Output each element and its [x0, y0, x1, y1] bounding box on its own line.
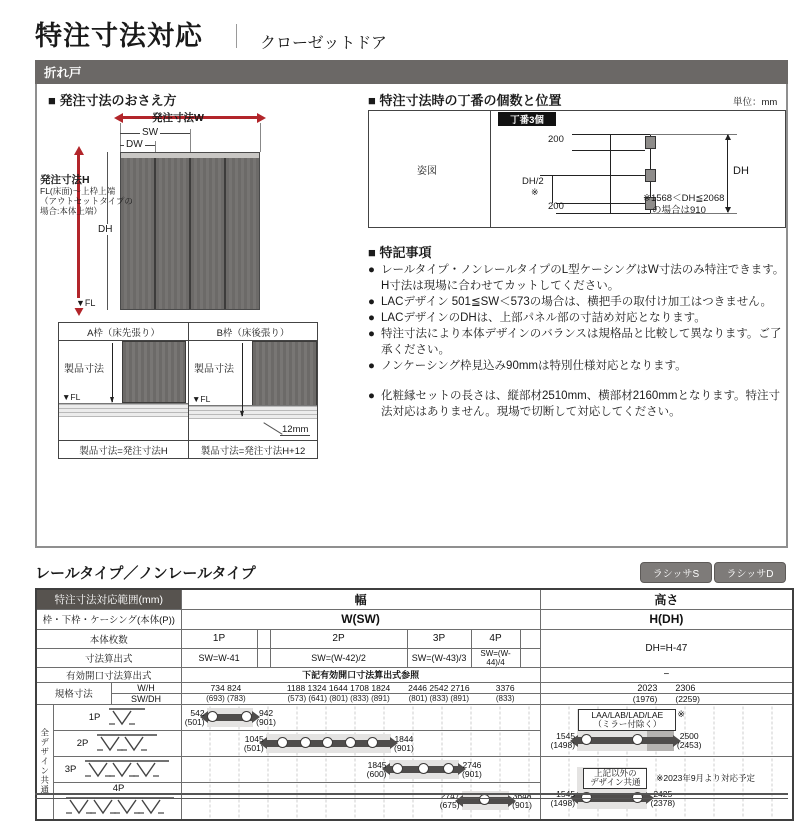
p-label: 4P [112, 782, 125, 794]
note-item [368, 326, 790, 358]
frame-a-floor [59, 403, 188, 417]
order-height-note: 場合:本体上端） [40, 206, 102, 216]
door-edge-line [610, 134, 611, 213]
hinge-top [645, 136, 656, 149]
folding-door-icon-1p [106, 705, 148, 730]
frame-b-fl: ▼FL [192, 394, 211, 404]
p-label: 2P [76, 737, 89, 749]
formula-row-label: 寸法算出式 [36, 648, 181, 667]
bullet-icon: ● [368, 296, 375, 308]
standard-size-group: 3376 [495, 682, 515, 693]
standard-height-sub: (2259) [675, 693, 700, 704]
construction-line [155, 141, 156, 152]
notes-heading: ■ 特記事項 [368, 245, 432, 260]
standard-size-group: (573) (641) (801) (833) (891) [287, 694, 390, 703]
range-chart-2p [181, 730, 540, 756]
range-min-label: 542 (501) [184, 707, 205, 727]
standard-swdh-height [540, 693, 793, 704]
page-title: 特注寸法対応 [35, 21, 203, 51]
standard-wh-label: W/H [111, 682, 181, 693]
range-header-cell: 特注寸法対応範囲(mm) [36, 589, 181, 609]
sw-label: SW [142, 127, 159, 138]
dim-line [572, 150, 645, 151]
frame-b-floor [189, 405, 317, 419]
standard-size-group: 2446 2542 2716 [408, 682, 470, 693]
construction-line [190, 129, 191, 152]
height-range-a-mark: ※ [677, 709, 685, 719]
spacer-cell [257, 629, 270, 648]
standard-size-group: (801) (833) (891) [408, 694, 470, 703]
standard-height-sub: (1976) [632, 693, 658, 704]
bullet-icon: ● [368, 390, 375, 402]
section-bar-folding-door: 折れ戸 [35, 60, 788, 84]
standard-label: 規格寸法 [36, 682, 111, 704]
standard-size-marker [581, 734, 592, 745]
elevation-label: 姿図 [417, 166, 437, 177]
spec-table [35, 588, 794, 821]
standard-height: 2306 [675, 682, 696, 693]
standard-size-marker [443, 763, 454, 774]
frame-a-formula: 製品寸法=発注寸法H [58, 440, 189, 459]
height-range-a-label: LAA/LAB/LAD/LAE （ミラー付除く） [578, 709, 676, 731]
order-height-note: FL(床面)～上枠上端 [40, 186, 116, 196]
p-label: 3P [64, 763, 77, 775]
bullet-icon: ● [368, 312, 375, 324]
standard-size-marker [632, 734, 643, 745]
standard-swdh-values [181, 693, 540, 704]
standard-size-marker [277, 737, 288, 748]
dh-label: DH [733, 165, 749, 177]
hinge-heading: ■ 特注寸法時の丁番の個数と位置 [368, 93, 562, 108]
dim-200-top: 200 [548, 134, 564, 145]
dim-dh2-mark: ※ [531, 187, 539, 197]
note-item [368, 294, 790, 310]
note-text: ノンケーシング枠見込み90mmは特別仕様対応となります。 [381, 360, 687, 372]
frame-a-product-label: 製品寸法 [64, 364, 104, 375]
frame-b-gap-label: 12mm [282, 424, 309, 435]
folding-door-icon-2p [94, 731, 160, 756]
height-formula: DH=H-47 [540, 629, 793, 667]
bullet-icon: ● [368, 264, 375, 276]
row-4p-label [53, 782, 181, 820]
panels-4p: 4P [471, 629, 520, 648]
standard-size-marker [300, 737, 311, 748]
dim-line [552, 175, 553, 203]
note-item [368, 358, 790, 374]
standard-wh-height [540, 682, 793, 693]
frame-a-header: A枠（床先張り） [58, 322, 189, 341]
row-3p-label [53, 756, 181, 782]
frame-b-formula: 製品寸法=発注寸法H+12 [188, 440, 318, 459]
range-max-label: 1844 (901) [394, 733, 414, 753]
standard-size-group: (833) [495, 694, 515, 703]
dh-arrow [727, 135, 728, 212]
hinge-count-badge: 丁番3個 [498, 112, 556, 126]
unit-label: 単位：mm [733, 97, 778, 108]
panels-2p: 2P [270, 629, 407, 648]
range-max-label: 3648 (901) [512, 791, 533, 810]
height-range-chart-b [540, 756, 793, 820]
formula-4p: SW=(W-44)/4 [471, 648, 520, 667]
range-max-label: 2746 (901) [462, 759, 482, 779]
panels-row-label: 本体枚数 [36, 629, 181, 648]
fl-marker: ▼FL [76, 298, 96, 308]
rail-section-title: レールタイプ／ノンレールタイプ [35, 565, 256, 582]
frame-b-dim-arrow [242, 343, 243, 416]
frame-row-width: W(SW) [181, 609, 540, 629]
bottom-rule [35, 793, 788, 799]
spacer-cell [257, 648, 270, 667]
dim-line [556, 213, 650, 214]
formula-2p: SW=(W-42)/2 [270, 648, 407, 667]
formula-3p: SW=(W-43)/3 [407, 648, 471, 667]
dh-label: DH [98, 224, 113, 235]
order-height-label: 発注寸法H [40, 174, 90, 186]
frame-a-dim-arrow [112, 343, 113, 402]
hinge-box-divider [490, 110, 491, 228]
note-text: 化粧縁セットの長さは、縦部材2510mm、横部材2160mmとなります。特注寸法対応はありません。現場で切断して対応してください。 [381, 390, 781, 418]
standard-size-group: (693) (783) [206, 694, 246, 703]
standard-swdh-label: SW/DH [111, 693, 181, 704]
range-min-label: 1545 (1498) [550, 731, 576, 750]
note-text: LACデザイン 501≦SW＜573の場合は、横把手の取付け加工はつきません。 [381, 296, 772, 308]
note-item [368, 310, 790, 326]
page-subtitle: クローゼットドア [260, 35, 387, 52]
frame-b-header: B枠（床後張り） [188, 322, 318, 341]
range-max-label: 2425 (2378) [650, 788, 676, 808]
order-height-note: （アウトセットタイプの [40, 196, 133, 206]
bullet-icon: ● [368, 328, 375, 340]
dim-line [556, 203, 645, 204]
range-chart-3p [181, 756, 540, 782]
standard-size-marker [207, 711, 218, 722]
standard-wh-values [181, 682, 540, 693]
dim-line [540, 175, 645, 176]
formula-1p: SW=W-41 [181, 648, 257, 667]
frame-a-fl: ▼FL [62, 392, 81, 402]
height-header-cell: 高さ [540, 589, 793, 609]
construction-line [260, 123, 261, 152]
note-text: LACデザインのDHは、上部パネル部の寸詰め対応となります。 [381, 312, 706, 324]
standard-height: 2023 [637, 682, 658, 693]
p-label: 1P [88, 711, 101, 723]
opening-row-width: 下記有効開口寸法算出式参照 [181, 667, 540, 682]
range-min-label: 1545 (1498) [550, 788, 576, 808]
opening-row-height: − [540, 667, 793, 682]
range-min-label: 1845 (600) [366, 759, 387, 779]
order-width-label: 発注寸法W [152, 112, 204, 124]
row-1p-label [53, 704, 181, 730]
note-item [368, 262, 790, 294]
bullet-icon: ● [368, 360, 375, 372]
series-badge-d[interactable]: ラシッサD [714, 562, 786, 583]
spacer-cell [520, 648, 540, 667]
dim-line [572, 134, 650, 135]
range-min-label: 2747 (675) [439, 791, 460, 810]
note-text: レールタイプ・ノンレールタイプのL型ケーシングはW寸法のみ特注できます。H寸法は現場に合わせてカットしてください。 [381, 264, 785, 292]
frame-a-door [122, 341, 186, 403]
hinge-note-line1: ※1568＜DH≦2068 [643, 193, 725, 204]
standard-size-group: 1188 1324 1644 1708 1824 [286, 682, 391, 693]
construction-line [120, 123, 121, 152]
note-item [368, 388, 790, 420]
dw-label: DW [126, 139, 143, 150]
height-note: ※2023年9月より対応予定 [656, 772, 756, 783]
dim-dh2: DH/2 [522, 176, 544, 187]
range-chart-4p [181, 782, 540, 820]
standard-size-marker [322, 737, 333, 748]
range-max-label: 2500 (2453) [676, 731, 702, 750]
folding-door-image [120, 152, 260, 310]
standard-size-group: 734 824 [210, 682, 242, 693]
order-heading: ■ 発注寸法のおさえ方 [48, 93, 177, 108]
series-badge-s[interactable]: ラシッサS [640, 562, 712, 583]
height-range-chart-a [540, 704, 793, 756]
panels-1p: 1P [181, 629, 257, 648]
note-text: 特注寸法により本体デザインのバランスは規格品と比較して異なります。ご了承ください。 [381, 328, 782, 356]
frame-row-label: 枠・下枠・ケーシング(本体(P)) [36, 609, 181, 629]
hinge-middle [645, 169, 656, 182]
folding-door-icon-3p [82, 757, 172, 782]
standard-size-marker [418, 763, 429, 774]
standard-size-marker [345, 737, 356, 748]
range-max-label: 942 (901) [256, 707, 276, 727]
spacer-cell [520, 629, 540, 648]
frame-row-height: H(DH) [540, 609, 793, 629]
standard-size-marker [241, 711, 252, 722]
frame-b-product-label: 製品寸法 [194, 364, 234, 375]
height-range-b-label: 上記以外の デザイン共通 [583, 768, 647, 789]
row-2p-label [53, 730, 181, 756]
standard-size-marker [392, 763, 403, 774]
standard-size-marker [367, 737, 378, 748]
panels-3p: 3P [407, 629, 471, 648]
hinge-note-line2: の場合は910 [652, 205, 706, 216]
title-divider [236, 24, 237, 48]
dim-200-bottom: 200 [548, 201, 564, 212]
range-chart-1p [181, 704, 540, 730]
opening-row-label: 有効開口寸法算出式 [36, 667, 181, 682]
width-header-cell: 幅 [181, 589, 540, 609]
range-min-label: 1045 (501) [243, 733, 264, 753]
common-design-label: 全デザイン共通 [36, 704, 53, 820]
notes-list [368, 262, 790, 420]
